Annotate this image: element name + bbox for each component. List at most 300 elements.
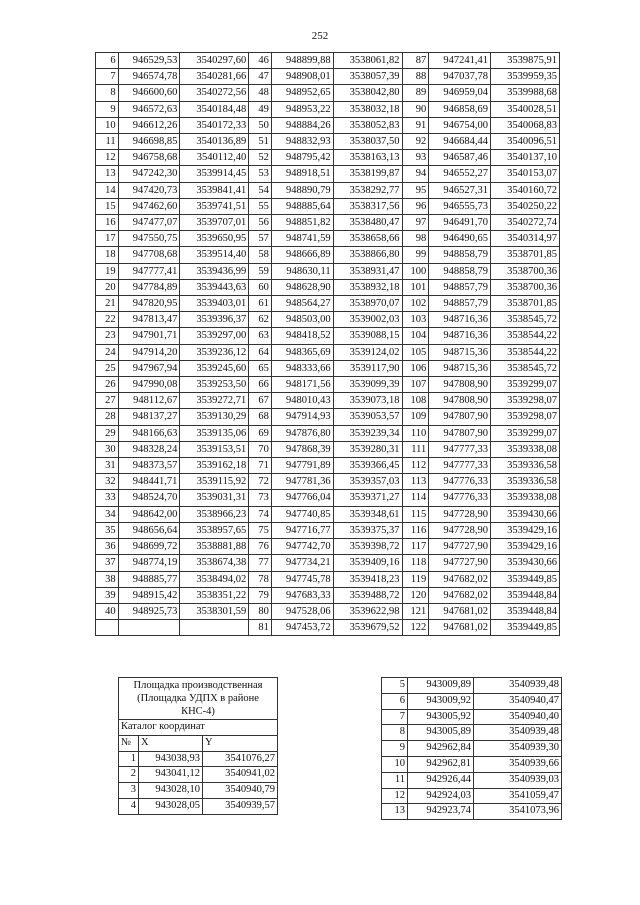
table-row <box>96 555 560 571</box>
table-cell: 3539741,51 <box>180 198 249 214</box>
table-cell: 948715,36 <box>429 344 491 360</box>
table-cell: 14 <box>96 182 119 198</box>
table-cell: 65 <box>249 360 272 376</box>
table-cell: 946552,27 <box>429 166 491 182</box>
table-cell: 3540112,40 <box>180 150 249 166</box>
table-cell: 3540137,10 <box>490 150 559 166</box>
table-cell: 3538163,13 <box>333 150 402 166</box>
table-cell: 3539031,31 <box>180 490 249 506</box>
table-cell: 97 <box>402 215 429 231</box>
table-row <box>96 296 560 312</box>
table-cell: 3539299,07 <box>490 425 559 441</box>
table-cell: 3539099,39 <box>333 377 402 393</box>
table-row <box>382 772 562 788</box>
table-row <box>96 198 560 214</box>
table-row <box>96 409 560 425</box>
table-cell: 946587,46 <box>429 150 491 166</box>
table-cell: 947784,89 <box>118 279 180 295</box>
table-cell: 3539448,84 <box>490 603 559 619</box>
table-cell: 13 <box>96 166 119 182</box>
table-cell: 943028,10 <box>139 783 203 799</box>
table-cell: 99 <box>402 247 429 263</box>
table-row <box>96 506 560 522</box>
table-cell: 3539841,41 <box>180 182 249 198</box>
table-cell: 91 <box>402 117 429 133</box>
table-row <box>96 620 560 636</box>
table-cell: 3539679,52 <box>333 620 402 636</box>
table-cell: 3539236,12 <box>180 344 249 360</box>
table-cell: 81 <box>249 620 272 636</box>
table-cell: 947868,39 <box>271 441 333 457</box>
table-row <box>96 53 560 69</box>
table-cell: 75 <box>249 522 272 538</box>
table-cell: 6 <box>382 693 408 709</box>
table-cell: 3538970,07 <box>333 296 402 312</box>
table-cell: 3538042,80 <box>333 85 402 101</box>
table-cell: 3539430,66 <box>490 555 559 571</box>
table-cell: 946490,65 <box>429 231 491 247</box>
table-cell: 946574,78 <box>118 69 180 85</box>
table-cell: 947766,04 <box>271 490 333 506</box>
table-cell: 79 <box>249 587 272 603</box>
table-cell: 3538881,88 <box>180 539 249 555</box>
table-cell: 3539253,50 <box>180 377 249 393</box>
table-cell: 3540184,48 <box>180 101 249 117</box>
table-row <box>119 751 278 767</box>
table-cell: 87 <box>402 53 429 69</box>
table-cell: 3539650,95 <box>180 231 249 247</box>
table-cell: 948953,22 <box>271 101 333 117</box>
table-cell: 3541076,27 <box>203 751 278 767</box>
table-cell: 943005,89 <box>408 725 474 741</box>
table-cell: 114 <box>402 490 429 506</box>
table-cell: 3538932,18 <box>333 279 402 295</box>
table-cell: 946858,69 <box>429 101 491 117</box>
table-cell: 3539409,16 <box>333 555 402 571</box>
table-cell: 948915,42 <box>118 587 180 603</box>
table-cell: 3538052,83 <box>333 117 402 133</box>
column-header-number: № <box>119 735 139 751</box>
table-cell: 948441,71 <box>118 474 180 490</box>
table-cell: 948857,79 <box>429 279 491 295</box>
table-cell: 947745,78 <box>271 571 333 587</box>
table-cell: 947967,94 <box>118 360 180 376</box>
table-cell: 55 <box>249 198 272 214</box>
table-cell: 947791,89 <box>271 458 333 474</box>
table-cell: 3538037,50 <box>333 134 402 150</box>
table-cell: 3539398,72 <box>333 539 402 555</box>
table-cell: 3539117,90 <box>333 360 402 376</box>
table-cell: 34 <box>96 506 119 522</box>
table-cell: 3539115,92 <box>180 474 249 490</box>
table-row <box>96 247 560 263</box>
page-number: 252 <box>311 30 329 42</box>
table-cell: 3541059,47 <box>474 788 562 804</box>
table-cell: 52 <box>249 150 272 166</box>
table-cell: 948925,73 <box>118 603 180 619</box>
table-cell: 3540297,60 <box>180 53 249 69</box>
table-cell: 24 <box>96 344 119 360</box>
table-cell: 3540068,83 <box>490 117 559 133</box>
table-cell: 948699,72 <box>118 539 180 555</box>
table-row <box>96 344 560 360</box>
table-cell: 3538700,36 <box>490 263 559 279</box>
table-cell: 947683,33 <box>271 587 333 603</box>
table-cell: 3538866,80 <box>333 247 402 263</box>
table-cell: 948885,64 <box>271 198 333 214</box>
table-cell: 948884,26 <box>271 117 333 133</box>
table-cell: 3538032,18 <box>333 101 402 117</box>
table-cell: 5 <box>382 678 408 694</box>
table-cell: 3539124,02 <box>333 344 402 360</box>
table-cell: 3539245,60 <box>180 360 249 376</box>
table-cell: 68 <box>249 409 272 425</box>
table-cell: 77 <box>249 555 272 571</box>
table-cell: 3539357,03 <box>333 474 402 490</box>
table-cell: 3539403,01 <box>180 296 249 312</box>
table-cell: 16 <box>96 215 119 231</box>
table-cell: 78 <box>249 571 272 587</box>
table-cell: 120 <box>402 587 429 603</box>
table-cell: 25 <box>96 360 119 376</box>
table-cell: 101 <box>402 279 429 295</box>
table-cell: 21 <box>96 296 119 312</box>
table-cell: 73 <box>249 490 272 506</box>
table-cell: 3539088,15 <box>333 328 402 344</box>
table-row <box>96 539 560 555</box>
table-cell: 96 <box>402 198 429 214</box>
table-row <box>382 804 562 820</box>
table-cell: 948774,19 <box>118 555 180 571</box>
table-cell: 3540939,57 <box>203 798 278 814</box>
table-cell: 3539914,45 <box>180 166 249 182</box>
table-cell: 948716,36 <box>429 328 491 344</box>
table-row <box>96 134 560 150</box>
table-row <box>96 263 560 279</box>
table-cell: 58 <box>249 247 272 263</box>
table-cell: 946612,26 <box>118 117 180 133</box>
table-cell: 948010,43 <box>271 393 333 409</box>
table-cell: 3538292,77 <box>333 182 402 198</box>
table-row <box>382 678 562 694</box>
table-cell: 3539153,51 <box>180 441 249 457</box>
table-cell: 11 <box>96 134 119 150</box>
column-header-x: X <box>139 735 203 751</box>
table-cell: 947242,30 <box>118 166 180 182</box>
table-cell: 117 <box>402 539 429 555</box>
table-cell: 46 <box>249 53 272 69</box>
table-cell: 122 <box>402 620 429 636</box>
table-cell: 23 <box>96 328 119 344</box>
site-title-row <box>119 678 278 720</box>
table-cell: 3539298,07 <box>490 393 559 409</box>
table-cell: 36 <box>96 539 119 555</box>
table-cell: 90 <box>402 101 429 117</box>
table-cell: 947681,02 <box>429 603 491 619</box>
table-cell: 3538658,66 <box>333 231 402 247</box>
table-cell: 67 <box>249 393 272 409</box>
table-cell: 948503,00 <box>271 312 333 328</box>
table-row <box>96 328 560 344</box>
table-cell: 947914,20 <box>118 344 180 360</box>
table-cell: 947708,68 <box>118 247 180 263</box>
table-row <box>96 571 560 587</box>
table-cell: 10 <box>382 756 408 772</box>
table-row <box>382 709 562 725</box>
table-cell: 3538301,59 <box>180 603 249 619</box>
table-row <box>96 587 560 603</box>
table-cell: 948908,01 <box>271 69 333 85</box>
table-cell: 3538057,39 <box>333 69 402 85</box>
table-cell: 947550,75 <box>118 231 180 247</box>
table-cell: 948858,79 <box>429 247 491 263</box>
table-cell: 947808,90 <box>429 393 491 409</box>
table-cell: 119 <box>402 571 429 587</box>
table-cell: 942924,03 <box>408 788 474 804</box>
table-cell: 948885,77 <box>118 571 180 587</box>
table-cell: 3538545,72 <box>490 312 559 328</box>
table-cell: 11 <box>382 772 408 788</box>
table-cell: 17 <box>96 231 119 247</box>
table-cell: 63 <box>249 328 272 344</box>
table-cell: 12 <box>382 788 408 804</box>
table-cell: 946758,68 <box>118 150 180 166</box>
table-cell: 54 <box>249 182 272 198</box>
table-cell: 947728,90 <box>429 506 491 522</box>
table-cell: 948666,89 <box>271 247 333 263</box>
table-cell: 3539875,91 <box>490 53 559 69</box>
table-cell: 109 <box>402 409 429 425</box>
table-cell: 3538544,22 <box>490 328 559 344</box>
table-cell: 947781,36 <box>271 474 333 490</box>
table-cell: 88 <box>402 69 429 85</box>
table-cell: 947716,77 <box>271 522 333 538</box>
table-cell: 947777,33 <box>429 441 491 457</box>
table-cell: 56 <box>249 215 272 231</box>
table-cell: 3539418,23 <box>333 571 402 587</box>
table-cell: 947820,95 <box>118 296 180 312</box>
table-cell: 1 <box>119 751 139 767</box>
table-cell: 57 <box>249 231 272 247</box>
table-row <box>96 360 560 376</box>
table-cell: 3539430,66 <box>490 506 559 522</box>
table-cell: 3539429,16 <box>490 539 559 555</box>
table-row <box>382 788 562 804</box>
table-cell: 3539338,08 <box>490 441 559 457</box>
table-cell: 942962,84 <box>408 741 474 757</box>
table-row <box>382 693 562 709</box>
table-cell: 102 <box>402 296 429 312</box>
table-cell: 943041,12 <box>139 767 203 783</box>
table-cell: 62 <box>249 312 272 328</box>
table-cell: 19 <box>96 263 119 279</box>
table-cell: 3540281,66 <box>180 69 249 85</box>
table-cell: 107 <box>402 377 429 393</box>
table-cell: 3538701,85 <box>490 247 559 263</box>
column-header-row <box>119 735 278 751</box>
table-cell: 39 <box>96 587 119 603</box>
table-cell: 947734,21 <box>271 555 333 571</box>
table-cell: 3538544,22 <box>490 344 559 360</box>
table-cell: 47 <box>249 69 272 85</box>
table-cell: 3540160,72 <box>490 182 559 198</box>
table-cell: 66 <box>249 377 272 393</box>
table-row <box>96 474 560 490</box>
table-cell: 71 <box>249 458 272 474</box>
table-cell: 27 <box>96 393 119 409</box>
table-cell: 3540272,74 <box>490 215 559 231</box>
table-row <box>382 741 562 757</box>
table-cell: 943038,93 <box>139 751 203 767</box>
table-cell: 51 <box>249 134 272 150</box>
table-cell: 2 <box>119 767 139 783</box>
table-cell: 3540940,47 <box>474 693 562 709</box>
site-title: Площадка производственная (Площадка УДПХ в районе КНС-4) <box>119 678 278 720</box>
table-cell: 72 <box>249 474 272 490</box>
table-cell: 3538351,22 <box>180 587 249 603</box>
table-cell: 943009,89 <box>408 678 474 694</box>
table-cell: 3538317,56 <box>333 198 402 214</box>
table-cell: 3539436,99 <box>180 263 249 279</box>
table-cell: 32 <box>96 474 119 490</box>
table-cell: 116 <box>402 522 429 538</box>
table-cell: 943009,92 <box>408 693 474 709</box>
table-cell: 3540250,22 <box>490 198 559 214</box>
table-cell: 948373,57 <box>118 458 180 474</box>
table-cell: 3539396,37 <box>180 312 249 328</box>
table-cell: 104 <box>402 328 429 344</box>
table-cell: 3539348,61 <box>333 506 402 522</box>
table-cell: 3539366,45 <box>333 458 402 474</box>
table-cell: 53 <box>249 166 272 182</box>
table-cell: 948918,51 <box>271 166 333 182</box>
table-cell: 3541073,96 <box>474 804 562 820</box>
table-cell: 92 <box>402 134 429 150</box>
table-cell: 948166,63 <box>118 425 180 441</box>
table-cell: 942923,74 <box>408 804 474 820</box>
table-cell: 33 <box>96 490 119 506</box>
table-cell: 948112,67 <box>118 393 180 409</box>
table-cell: 948328,24 <box>118 441 180 457</box>
table-cell: 3540939,03 <box>474 772 562 788</box>
table-cell: 37 <box>96 555 119 571</box>
table-cell: 948857,79 <box>429 296 491 312</box>
table-cell: 40 <box>96 603 119 619</box>
table-cell: 948656,64 <box>118 522 180 538</box>
table-cell: 947777,33 <box>429 458 491 474</box>
table-cell: 3539162,18 <box>180 458 249 474</box>
table-cell: 947241,41 <box>429 53 491 69</box>
table-cell: 8 <box>382 725 408 741</box>
table-cell: 18 <box>96 247 119 263</box>
column-header-y: Y <box>203 735 278 751</box>
table-cell: 943005,92 <box>408 709 474 725</box>
table-cell: 3539707,01 <box>180 215 249 231</box>
table-cell: 948137,27 <box>118 409 180 425</box>
table-cell: 115 <box>402 506 429 522</box>
table-cell: 947990,08 <box>118 377 180 393</box>
table-cell: 3539488,72 <box>333 587 402 603</box>
table-cell: 3539135,06 <box>180 425 249 441</box>
table-row <box>119 767 278 783</box>
table-cell: 80 <box>249 603 272 619</box>
table-row <box>382 756 562 772</box>
table-cell: 942962,81 <box>408 756 474 772</box>
table-cell: 947477,07 <box>118 215 180 231</box>
table-row <box>96 377 560 393</box>
table-row <box>96 150 560 166</box>
table-cell: 947742,70 <box>271 539 333 555</box>
table-cell: 28 <box>96 409 119 425</box>
table-row <box>96 101 560 117</box>
table-cell: 3538931,47 <box>333 263 402 279</box>
table-cell: 10 <box>96 117 119 133</box>
table-cell: 947808,90 <box>429 377 491 393</box>
table-cell: 946529,53 <box>118 53 180 69</box>
table-cell: 947682,02 <box>429 571 491 587</box>
table-cell: 948628,90 <box>271 279 333 295</box>
table-cell: 7 <box>382 709 408 725</box>
table-cell: 50 <box>249 117 272 133</box>
table-cell: 3539073,18 <box>333 393 402 409</box>
table-cell: 3539280,31 <box>333 441 402 457</box>
table-cell: 947807,90 <box>429 425 491 441</box>
table-cell: 12 <box>96 150 119 166</box>
table-cell: 3538700,36 <box>490 279 559 295</box>
site-coordinates-table-continued <box>381 677 562 820</box>
table-cell: 947462,60 <box>118 198 180 214</box>
table-cell: 9 <box>382 741 408 757</box>
table-cell: 947813,47 <box>118 312 180 328</box>
table-cell: 4 <box>119 798 139 814</box>
table-cell: 947037,78 <box>429 69 491 85</box>
table-row <box>96 312 560 328</box>
table-cell: 947681,02 <box>429 620 491 636</box>
table-row <box>96 85 560 101</box>
table-cell: 948333,66 <box>271 360 333 376</box>
table-row <box>96 490 560 506</box>
table-row <box>96 393 560 409</box>
table-cell: 38 <box>96 571 119 587</box>
table-cell: 3539448,84 <box>490 587 559 603</box>
table-cell: 946600,60 <box>118 85 180 101</box>
table-cell: 3539338,08 <box>490 490 559 506</box>
table-cell: 3540940,79 <box>203 783 278 799</box>
table-cell: 29 <box>96 425 119 441</box>
table-cell: 948630,11 <box>271 263 333 279</box>
table-cell: 3539375,37 <box>333 522 402 538</box>
table-cell: 3538957,65 <box>180 522 249 538</box>
table-cell: 3540939,48 <box>474 725 562 741</box>
table-cell: 947728,90 <box>429 522 491 538</box>
table-cell: 3539336,58 <box>490 458 559 474</box>
table-cell: 948564,27 <box>271 296 333 312</box>
table-cell: 947682,02 <box>429 587 491 603</box>
table-cell: 946698,85 <box>118 134 180 150</box>
table-cell: 948741,59 <box>271 231 333 247</box>
table-cell: 95 <box>402 182 429 198</box>
table-cell: 3539239,34 <box>333 425 402 441</box>
table-cell: 89 <box>402 85 429 101</box>
table-cell: 3538545,72 <box>490 360 559 376</box>
table-cell: 106 <box>402 360 429 376</box>
table-cell: 30 <box>96 441 119 457</box>
table-cell: 3538199,87 <box>333 166 402 182</box>
table-cell: 35 <box>96 522 119 538</box>
table-cell: 3540153,07 <box>490 166 559 182</box>
table-row <box>119 798 278 814</box>
table-cell: 22 <box>96 312 119 328</box>
